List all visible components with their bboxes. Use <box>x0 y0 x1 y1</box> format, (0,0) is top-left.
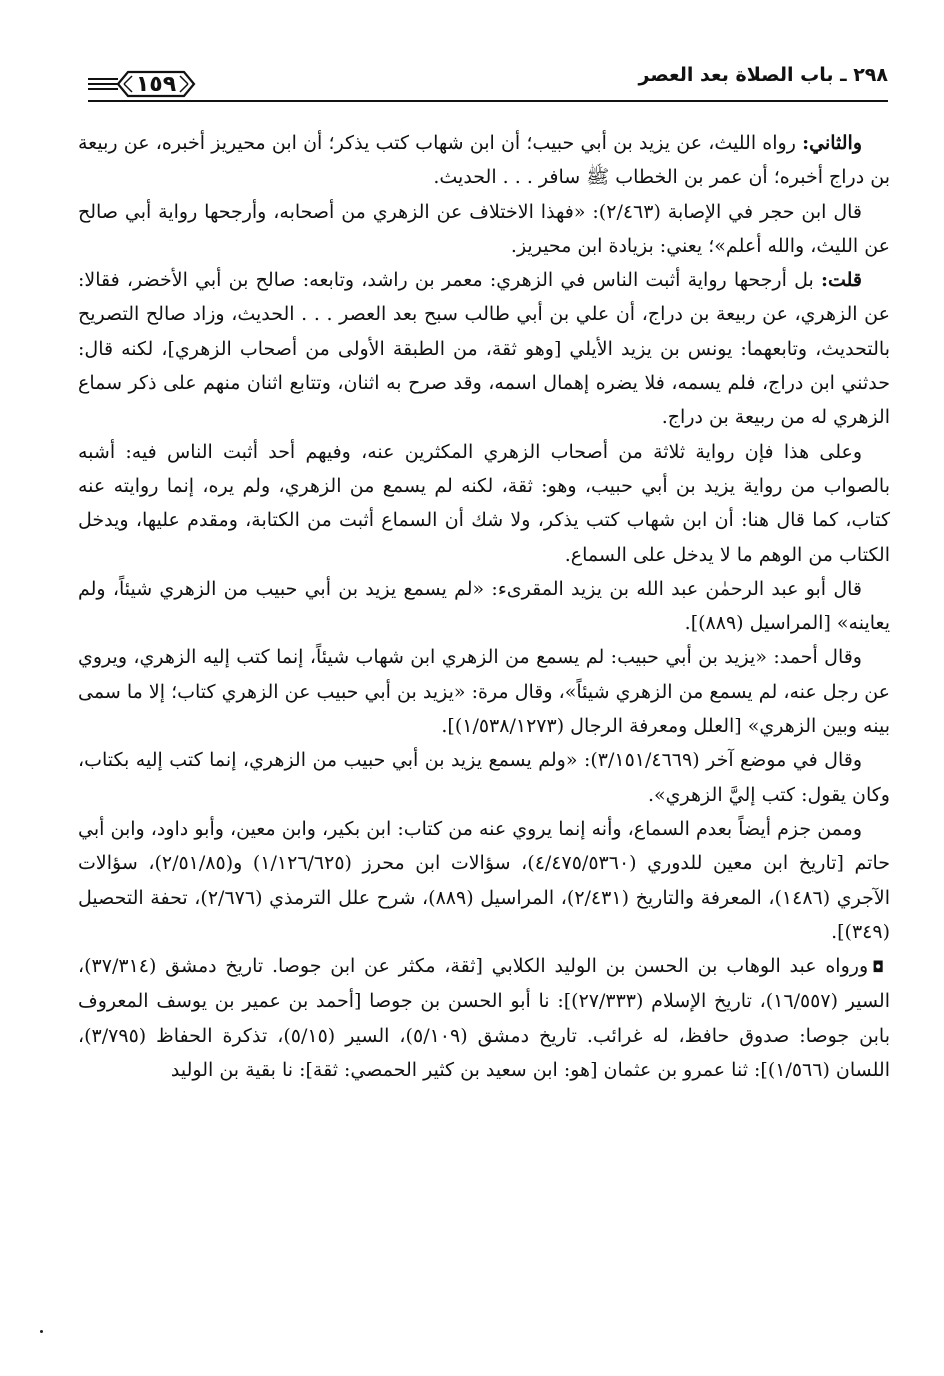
margin-dot <box>40 1330 43 1333</box>
paragraph-text: قال أبو عبد الرحمٰن عبد الله بن يزيد المقرىء: «لم يسمع يزيد بن أبي حبيب من الزهري شيئاً، ولم يعاينه» [المراسيل (٨٨٩)]. <box>78 577 890 635</box>
paragraph-lead: والثاني: <box>802 132 862 154</box>
paragraph-text: وممن جزم أيضاً بعدم السماع، وأنه إنما يروي عنه من كتاب: ابن بكير، وابن معين، وأبو داود، وابن أبي حاتم [تاريخ ابن معين للدوري (٤/٤٧٥/٥٣٦٠)، سؤالات ابن محرز (١/١٢٦/٦٢٥) و(٢/٥١/٨٥)، سؤالات الآجري (١٤٨٦)، المعرفة والتاريخ (٢/٤٣١)، المراسيل (٨٨٩)، شرح علل الترمذي (٢/٦٧٦)، تحفة التحصيل (٣٤٩)]. <box>78 817 891 943</box>
paragraph-text: قال ابن حجر في الإصابة (٢/٤٦٣): «فهذا الاختلاف عن الزهري من أصحابه، وأرجحها رواية أبي صالح عن الليث، والله أعلم»؛ يعني: بزيادة ابن محيريز. <box>78 200 890 257</box>
paragraph-7 <box>78 743 890 812</box>
paragraph-5 <box>78 572 890 641</box>
paragraph-text: وقال في موضع آخر (٣/١٥١/٤٦٦٩): «ولم يسمع يزيد بن أبي حبيب من الزهري، إنما كتب إليه بكتاب، وكان يقول: كتب إليَّ الزهري». <box>78 749 890 806</box>
paragraph-text: بل أرجحها رواية أثبت الناس في الزهري: معمر بن راشد، وتابعه: صالح بن أبي الأخضر، فقالا: عن الزهري، عن ربيعة بن دراج، أن علي بن أبي طالب سبح بعد العصر . . . الحديث، وزاد صالح التصريح بالتحديث، وتابعهما: يونس بن يزيد الأيلي [وهو ثقة، من الطبقة الأولى من أصحاب الزهري]، لكنه قال: حدثني ابن دراج، فلم يسمه، فلا يضره إهمال اسمه، وقد صرح به اثنان، وتتابع اثنان منهم على ذكر سماع الزهري له من ربيعة بن دراج. <box>78 269 890 429</box>
paragraph-4 <box>78 435 890 572</box>
chapter-title: ٢٩٨ ـ باب الصلاة بعد العصر <box>638 64 888 86</box>
paragraph-9 <box>78 949 890 1087</box>
paragraph-text: ورواه عبد الوهاب بن الحسن بن الوليد الكلابي [ثقة، مكثر عن ابن جوصا. تاريخ دمشق (٣٧/٣١٤)، السير (١٦/٥٥٧)، تاريخ الإسلام (٢٧/٣٣٣)]: نا أبو الحسن بن جوصا [أحمد بن عمير بن يوسف المعروف بابن جوصا: صدوق حافظ، له غرائب. تاريخ دمشق (٥/١٠٩)، السير (٥/١٥)، تذكرة الحفاظ (٣/٧٩٥)، اللسان (١/٥٦٦)]: ثنا عمرو بن عثمان [هو: ابن سعيد بن كثير الحمصي: ثقة]: نا بقية بن الوليد <box>78 955 890 1082</box>
paragraph-1 <box>78 126 890 195</box>
paragraph-lead: قلت: <box>820 269 862 292</box>
chain-marker-icon: ◘ <box>872 958 884 977</box>
main-text <box>78 126 890 1087</box>
page-number: ١٥٩ <box>135 72 177 97</box>
paragraph-text: وعلى هذا فإن رواية ثلاثة من أصحاب الزهري المكثرين عنه، وفيهم أحد أثبت الناس فيه: أشبه بالصواب من رواية يزيد بن أبي حبيب، وهو: ثقة، لكنه لم يسمع من الزهري، ولم يره، إنما روايته عنه كتاب، كما قال هنا: أن ابن شهاب كتب يذكر، ولا شك أن السماع أثبت من الكتابة، ومقدم عليها، ويدخل الكتاب من الوهم ما لا يدخل على السماع. <box>78 440 890 566</box>
page-number-ornament <box>88 66 223 106</box>
page-header <box>88 58 888 108</box>
paragraph-text: رواه الليث، عن يزيد بن أبي حبيب؛ أن ابن شهاب كتب يذكر؛ أن ابن محيريز أخبره، عن ربيعة بن دراج أخبره؛ أن عمر بن الخطاب ﷺ سافر . . . الحديث. <box>78 132 890 189</box>
paragraph-8 <box>78 812 890 949</box>
paragraph-3 <box>78 263 890 434</box>
paragraph-2 <box>78 195 890 264</box>
paragraph-6 <box>78 640 890 743</box>
paragraph-text: وقال أحمد: «يزيد بن أبي حبيب: لم يسمع من الزهري ابن شهاب شيئاً، إنما كتب إليه الزهري، ويروي عن رجل عنه، لم يسمع من الزهري شيئاً»، وقال مرة: «يزيد بن أبي حبيب عن الزهري كتاب؛ إلا ما سمى بينه وبين الزهري» [العلل ومعرفة الرجال (١/٥٣٨/١٢٧٣)]. <box>78 646 890 738</box>
